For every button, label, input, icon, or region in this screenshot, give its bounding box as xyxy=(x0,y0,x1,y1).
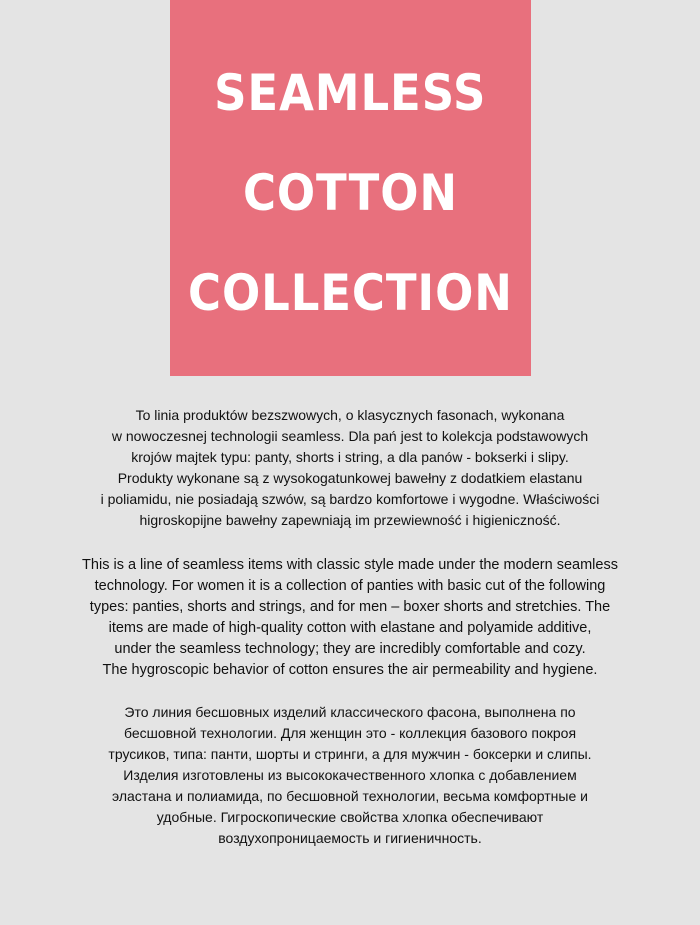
paragraph-line: The hygroscopic behavior of cotton ensures the air permeability and hygiene. xyxy=(102,662,598,678)
paragraph-line: This is a line of seamless items with classic style made under the modern seamless xyxy=(82,557,618,573)
paragraph-polish xyxy=(40,405,660,531)
paragraph-line: i poliamidu, nie posiadają szwów, są bardzo komfortowe i wygodne. Właściwości xyxy=(100,491,600,507)
paragraph-line: higroskopijne bawełny zapewniają im przewiewność i higieniczność. xyxy=(139,512,561,528)
paragraph-line: Это линия бесшовных изделий классического фасона, выполнена по xyxy=(124,704,576,720)
paragraph-line: эластана и полиамида, по бесшовной технологии, весьма комфортные и xyxy=(112,788,588,804)
paragraph-russian xyxy=(40,702,660,849)
paragraph-line: воздухопроницаемость и гигиеничность. xyxy=(218,830,482,846)
title-line-2: COTTON xyxy=(242,164,459,222)
title-line-3: COLLECTION xyxy=(188,264,513,322)
paragraph-line: items are made of high-quality cotton with elastane and polyamide additive, xyxy=(108,620,592,636)
paragraph-line: w nowoczesnej technologii seamless. Dla pań jest to kolekcja podstawowych xyxy=(111,428,589,444)
paragraph-line: types: panties, shorts and strings, and for men – boxer shorts and stretchies. The xyxy=(89,599,611,615)
paragraph-line: трусиков, типа: панти, шорты и стринги, а для мужчин - боксерки и слипы. xyxy=(108,746,592,762)
paragraph-line: technology. For women it is a collection of panties with basic cut of the following xyxy=(94,578,606,594)
title-banner xyxy=(170,0,531,376)
paragraph-line: To linia produktów bezszwowych, o klasycznych fasonach, wykonana xyxy=(135,407,565,423)
paragraph-line: Produkty wykonane są z wysokogatunkowej bawełny z dodatkiem elastanu xyxy=(117,470,583,486)
paragraph-line: Изделия изготовлены из высококачественного хлопка с добавлением xyxy=(123,767,577,783)
title-line-1: SEAMLESS xyxy=(214,64,487,122)
paragraph-line: under the seamless technology; they are incredibly comfortable and cozy. xyxy=(114,641,586,657)
paragraph-line: бесшовной технологии. Для женщин это - коллекция базового покроя xyxy=(123,725,577,741)
paragraph-english xyxy=(40,555,660,681)
paragraph-line: krojów majtek typu: panty, shorts i string, a dla panów - bokserki i slipy. xyxy=(131,449,569,465)
paragraph-line: удобные. Гигроскопические свойства хлопка обеспечивают xyxy=(156,809,544,825)
